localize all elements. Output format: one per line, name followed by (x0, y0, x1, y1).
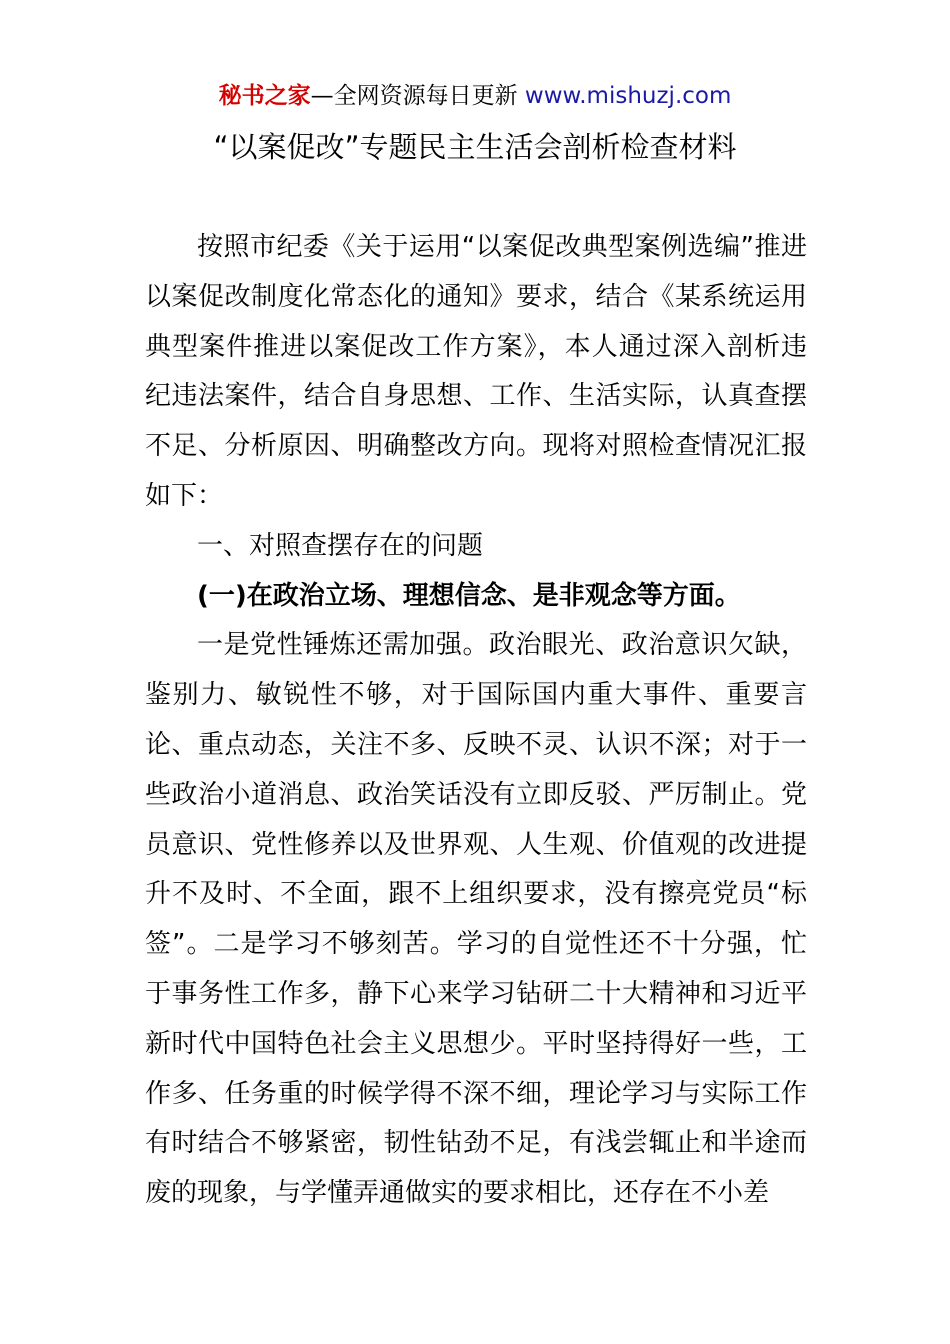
document-body (145, 223, 807, 1219)
intro-paragraph: 按照市纪委《关于运用“以案促改典型案例选编”推进以案促改制度化常态化的通知》要求，结合《某系统运用典型案件推进以案促改工作方案》，本人通过深入剖析违纪违法案件，结合自身思想、工作、生活实际，认真查摆不足、分析原因、明确整改方向。现将对照检查情况汇报如下： (145, 232, 807, 511)
document-title: “以案促改”专题民主生活会剖析检查材料 (213, 130, 737, 164)
site-url-link[interactable]: www.mishuzj.com (524, 83, 732, 109)
site-brand: 秘书之家 (218, 83, 311, 109)
section-heading: 一、对照查摆存在的问题 (197, 530, 484, 561)
body-paragraph: 一是党性锤炼还需加强。政治眼光、政治意识欠缺，鉴别力、敏锐性不够，对于国际国内重大事件、重要言论、重点动态，关注不多、反映不灵、认识不深；对于一些政治小道消息、政治笑话没有立即反驳、严厉制止。党员意识、党性修养以及世界观、人生观、价值观的改进提升不及时、不全面，跟不上组织要求，没有擦亮党员“标签”。二是学习不够刻苦。学习的自觉性还不十分强，忙于事务性工作多，静下心来学习钻研二十大精神和习近平新时代中国特色社会主义思想少。平时坚持得好一些，工作多、任务重的时候学得不深不细，理论学习与实际工作有时结合不够紧密，韧性钻劲不足，有浅尝辄止和半途而废的现象，与学懂弄通做实的要求相比，还存在不小差 (145, 630, 807, 1209)
subsection-heading: (一)在政治立场、理想信念、是非观念等方面。 (197, 580, 741, 611)
site-slogan: —全网资源每日更新 (310, 83, 518, 109)
site-banner (0, 80, 950, 112)
